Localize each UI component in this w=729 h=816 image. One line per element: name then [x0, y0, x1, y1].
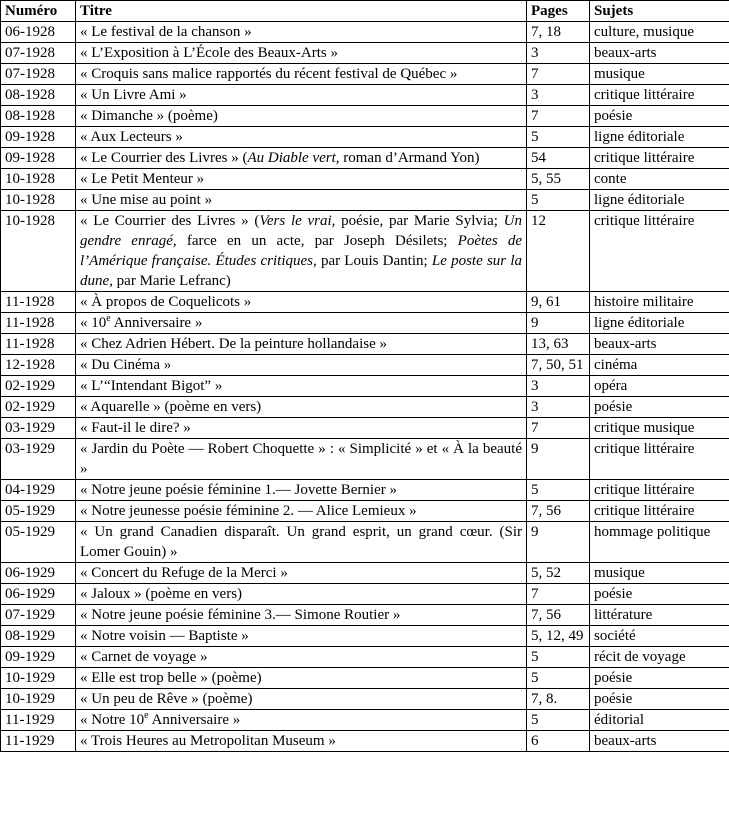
- cell-sujets: beaux-arts: [590, 334, 729, 355]
- table-row: [1, 418, 729, 439]
- cell-numero: 07-1928: [1, 64, 76, 85]
- cell-pages: 6: [527, 731, 590, 752]
- cell-numero: 12-1928: [1, 355, 76, 376]
- cell-titre: [76, 190, 527, 211]
- title-segment: « Croquis sans malice rapportés du récent festival de Québec »: [80, 66, 458, 82]
- title-segment: « À propos de Coquelicots »: [80, 294, 252, 310]
- table-row: [1, 584, 729, 605]
- cell-pages: 5: [527, 668, 590, 689]
- table-row: [1, 710, 729, 731]
- table-row: [1, 127, 729, 148]
- table-row: [1, 148, 729, 169]
- cell-numero: 09-1929: [1, 647, 76, 668]
- title-segment: « Faut-il le dire? »: [80, 420, 191, 436]
- cell-numero: 02-1929: [1, 397, 76, 418]
- title-segment: « Notre voisin — Baptiste »: [80, 628, 249, 644]
- cell-numero: 02-1929: [1, 376, 76, 397]
- table-row: [1, 169, 729, 190]
- cell-sujets: hommage politique: [590, 522, 729, 563]
- title-segment: « Notre jeunesse poésie féminine 2. — Alice Lemieux »: [80, 503, 417, 519]
- table-row: [1, 190, 729, 211]
- table-row: [1, 439, 729, 480]
- title-segment: « Un grand Canadien disparaît. Un grand esprit, un grand cœur. (Sir Lomer Gouin) »: [80, 524, 522, 560]
- table-row: [1, 355, 729, 376]
- cell-sujets: poésie: [590, 584, 729, 605]
- cell-pages: 3: [527, 85, 590, 106]
- title-segment: « Carnet de voyage »: [80, 649, 208, 665]
- table-row: [1, 64, 729, 85]
- cell-sujets: critique littéraire: [590, 480, 729, 501]
- cell-titre: [76, 148, 527, 169]
- cell-titre: [76, 169, 527, 190]
- table-body: [1, 22, 729, 752]
- title-segment: « Un Livre Ami »: [80, 87, 187, 103]
- cell-pages: 9: [527, 313, 590, 334]
- title-segment: « Aquarelle » (poème en vers): [80, 399, 262, 415]
- title-segment: « Le festival de la chanson »: [80, 24, 252, 40]
- cell-numero: 11-1928: [1, 313, 76, 334]
- table-row: [1, 689, 729, 710]
- cell-pages: 7, 56: [527, 501, 590, 522]
- cell-sujets: poésie: [590, 689, 729, 710]
- cell-sujets: critique littéraire: [590, 148, 729, 169]
- table-row: [1, 106, 729, 127]
- table-row: [1, 85, 729, 106]
- title-segment: « Aux Lecteurs »: [80, 129, 183, 145]
- cell-pages: 7, 18: [527, 22, 590, 43]
- table-row: [1, 605, 729, 626]
- cell-pages: 5: [527, 480, 590, 501]
- title-superscript: e: [144, 710, 149, 721]
- table-row: [1, 292, 729, 313]
- title-segment: « Elle est trop belle » (poème): [80, 670, 262, 686]
- cell-pages: 7: [527, 64, 590, 85]
- cell-sujets: conte: [590, 169, 729, 190]
- cell-pages: 9: [527, 439, 590, 480]
- cell-numero: 06-1928: [1, 22, 76, 43]
- table-row: [1, 522, 729, 563]
- title-segment: Anniversaire »: [110, 315, 203, 331]
- cell-titre: [76, 501, 527, 522]
- cell-titre: [76, 106, 527, 127]
- cell-sujets: cinéma: [590, 355, 729, 376]
- cell-titre: [76, 334, 527, 355]
- cell-numero: 06-1929: [1, 584, 76, 605]
- header-pages: Pages: [527, 1, 590, 22]
- cell-numero: 08-1929: [1, 626, 76, 647]
- cell-numero: 11-1928: [1, 292, 76, 313]
- cell-numero: 04-1929: [1, 480, 76, 501]
- cell-pages: 5: [527, 647, 590, 668]
- cell-titre: [76, 439, 527, 480]
- cell-numero: 11-1929: [1, 710, 76, 731]
- cell-numero: 03-1929: [1, 439, 76, 480]
- title-italic-segment: Un gendre enragé,: [80, 213, 522, 249]
- table-row: [1, 563, 729, 584]
- table-row: [1, 731, 729, 752]
- cell-titre: [76, 85, 527, 106]
- title-segment: « 10: [80, 315, 107, 331]
- cell-titre: [76, 480, 527, 501]
- cell-pages: 7, 50, 51: [527, 355, 590, 376]
- cell-pages: 7: [527, 418, 590, 439]
- cell-pages: 5, 52: [527, 563, 590, 584]
- cell-titre: [76, 397, 527, 418]
- cell-pages: 5: [527, 190, 590, 211]
- title-italic-segment: Le poste sur la dune,: [80, 253, 522, 289]
- cell-sujets: musique: [590, 563, 729, 584]
- cell-titre: [76, 731, 527, 752]
- cell-numero: 10-1929: [1, 668, 76, 689]
- cell-numero: 08-1928: [1, 85, 76, 106]
- cell-pages: 7, 56: [527, 605, 590, 626]
- cell-pages: 12: [527, 211, 590, 292]
- cell-sujets: critique musique: [590, 418, 729, 439]
- cell-pages: 3: [527, 397, 590, 418]
- cell-titre: [76, 376, 527, 397]
- title-italic-segment: Vers le vrai,: [259, 213, 336, 229]
- title-segment: « Jardin du Poète — Robert Choquette » : « Simplicité » et « À la beauté »: [80, 441, 522, 477]
- cell-pages: 9, 61: [527, 292, 590, 313]
- cell-sujets: critique littéraire: [590, 501, 729, 522]
- cell-sujets: récit de voyage: [590, 647, 729, 668]
- title-segment: « Notre jeune poésie féminine 1.— Jovette Bernier »: [80, 482, 397, 498]
- cell-titre: [76, 22, 527, 43]
- cell-sujets: musique: [590, 64, 729, 85]
- table-row: [1, 647, 729, 668]
- cell-pages: 5: [527, 127, 590, 148]
- cell-titre: [76, 355, 527, 376]
- cell-sujets: poésie: [590, 106, 729, 127]
- cell-titre: [76, 522, 527, 563]
- cell-numero: 05-1929: [1, 501, 76, 522]
- cell-sujets: opéra: [590, 376, 729, 397]
- header-titre: Titre: [76, 1, 527, 22]
- title-segment: farce en un acte, par Joseph Désilets;: [176, 233, 458, 249]
- title-segment: roman d’Armand Yon): [339, 150, 480, 166]
- cell-numero: 09-1928: [1, 148, 76, 169]
- title-superscript: e: [106, 313, 111, 324]
- cell-numero: 10-1928: [1, 211, 76, 292]
- cell-sujets: beaux-arts: [590, 43, 729, 64]
- cell-sujets: critique littéraire: [590, 85, 729, 106]
- cell-titre: [76, 605, 527, 626]
- title-italic-segment: Poètes de l’Amérique française. Études critiques,: [80, 233, 522, 269]
- table-row: [1, 501, 729, 522]
- title-segment: par Marie Lefranc): [112, 273, 231, 289]
- cell-numero: 09-1928: [1, 127, 76, 148]
- title-segment: « Un peu de Rêve » (poème): [80, 691, 253, 707]
- title-segment: « Du Cinéma »: [80, 357, 172, 373]
- cell-numero: 08-1928: [1, 106, 76, 127]
- cell-sujets: histoire militaire: [590, 292, 729, 313]
- title-segment: « Le Courrier des Livres » (: [80, 213, 260, 229]
- table-row: [1, 334, 729, 355]
- cell-titre: [76, 418, 527, 439]
- cell-titre: [76, 292, 527, 313]
- cell-titre: [76, 689, 527, 710]
- cell-titre: [76, 64, 527, 85]
- cell-pages: 7, 8.: [527, 689, 590, 710]
- cell-titre: [76, 584, 527, 605]
- cell-pages: 54: [527, 148, 590, 169]
- title-segment: « Notre jeune poésie féminine 3.— Simone Routier »: [80, 607, 401, 623]
- title-segment: « Jaloux » (poème en vers): [80, 586, 243, 602]
- title-segment: « Le Courrier des Livres » (: [80, 150, 248, 166]
- cell-titre: [76, 43, 527, 64]
- cell-pages: 9: [527, 522, 590, 563]
- cell-pages: 7: [527, 584, 590, 605]
- cell-pages: 5, 55: [527, 169, 590, 190]
- cell-sujets: ligne éditoriale: [590, 127, 729, 148]
- cell-sujets: poésie: [590, 668, 729, 689]
- table-row: [1, 43, 729, 64]
- title-italic-segment: Au Diable vert,: [247, 150, 340, 166]
- title-segment: « Chez Adrien Hébert. De la peinture hollandaise »: [80, 336, 387, 352]
- title-segment: « L’“Intendant Bigot” »: [80, 378, 223, 394]
- table-row: [1, 626, 729, 647]
- cell-numero: 10-1928: [1, 169, 76, 190]
- title-segment: « Concert du Refuge de la Merci »: [80, 565, 288, 581]
- cell-titre: [76, 647, 527, 668]
- header-sujets: Sujets: [590, 1, 729, 22]
- table-row: [1, 313, 729, 334]
- header-numero: Numéro: [1, 1, 76, 22]
- cell-titre: [76, 626, 527, 647]
- cell-titre: [76, 313, 527, 334]
- cell-sujets: ligne éditoriale: [590, 313, 729, 334]
- title-segment: « Une mise au point »: [80, 192, 213, 208]
- cell-sujets: critique littéraire: [590, 439, 729, 480]
- cell-sujets: éditorial: [590, 710, 729, 731]
- cell-titre: [76, 710, 527, 731]
- cell-pages: 3: [527, 376, 590, 397]
- title-segment: « Le Petit Menteur »: [80, 171, 205, 187]
- table-row: [1, 376, 729, 397]
- title-segment: poésie, par Marie Sylvia;: [335, 213, 504, 229]
- cell-numero: 05-1929: [1, 522, 76, 563]
- cell-numero: 11-1928: [1, 334, 76, 355]
- cell-sujets: critique littéraire: [590, 211, 729, 292]
- table-row: [1, 397, 729, 418]
- cell-pages: 13, 63: [527, 334, 590, 355]
- table-row: [1, 668, 729, 689]
- cell-sujets: culture, musique: [590, 22, 729, 43]
- table-row: [1, 480, 729, 501]
- title-segment: « Notre 10: [80, 712, 145, 728]
- cell-numero: 11-1929: [1, 731, 76, 752]
- cell-numero: 06-1929: [1, 563, 76, 584]
- cell-titre: [76, 127, 527, 148]
- cell-titre: [76, 211, 527, 292]
- title-segment: « L’Exposition à L’École des Beaux-Arts »: [80, 45, 339, 61]
- title-segment: Anniversaire »: [148, 712, 241, 728]
- cell-pages: 5: [527, 710, 590, 731]
- title-segment: par Louis Dantin;: [316, 253, 432, 269]
- cell-titre: [76, 563, 527, 584]
- cell-numero: 07-1928: [1, 43, 76, 64]
- table-row: [1, 211, 729, 292]
- cell-numero: 03-1929: [1, 418, 76, 439]
- cell-pages: 3: [527, 43, 590, 64]
- title-segment: « Trois Heures au Metropolitan Museum »: [80, 733, 336, 749]
- title-segment: « Dimanche » (poème): [80, 108, 218, 124]
- cell-sujets: beaux-arts: [590, 731, 729, 752]
- cell-numero: 07-1929: [1, 605, 76, 626]
- cell-sujets: poésie: [590, 397, 729, 418]
- cell-sujets: ligne éditoriale: [590, 190, 729, 211]
- cell-pages: 7: [527, 106, 590, 127]
- table-row: [1, 22, 729, 43]
- cell-titre: [76, 668, 527, 689]
- cell-pages: 5, 12, 49: [527, 626, 590, 647]
- cell-numero: 10-1928: [1, 190, 76, 211]
- cell-sujets: société: [590, 626, 729, 647]
- cell-numero: 10-1929: [1, 689, 76, 710]
- header-row: [1, 1, 729, 22]
- cell-sujets: littérature: [590, 605, 729, 626]
